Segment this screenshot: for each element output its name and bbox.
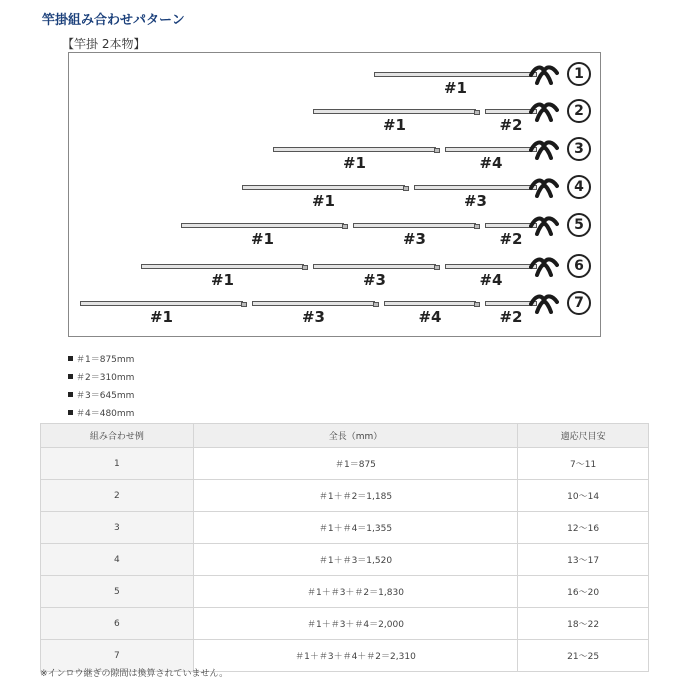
bullet-icon <box>68 374 73 379</box>
rod-segment <box>242 185 405 190</box>
header-scale: 適応尺目安 <box>518 424 649 448</box>
cell-combination: 5 <box>41 576 194 608</box>
cell-total-length: ＃1＝875 <box>193 448 517 480</box>
spec-text: ＃4＝480mm <box>76 409 135 419</box>
footnote: ※インロウ継ぎの隙間は換算されていません。 <box>40 669 229 679</box>
rod-holder-icon <box>529 100 559 126</box>
cell-combination: 2 <box>41 480 194 512</box>
combination-table <box>40 423 649 672</box>
cell-scale: 12〜16 <box>518 512 649 544</box>
cell-scale: 13〜17 <box>518 544 649 576</box>
segment-label: #4 <box>479 271 503 289</box>
spec-text: ＃2＝310mm <box>76 373 135 383</box>
bullet-icon <box>68 356 73 361</box>
rod-holder-icon <box>529 138 559 164</box>
spec-text: ＃3＝645mm <box>76 391 135 401</box>
pattern-number: 1 <box>567 62 591 86</box>
cell-combination: 3 <box>41 512 194 544</box>
pattern-number: 6 <box>567 254 591 278</box>
cell-scale: 18〜22 <box>518 608 649 640</box>
spec-item <box>68 351 134 369</box>
cell-scale: 10〜14 <box>518 480 649 512</box>
rod-holder-icon <box>529 214 559 240</box>
rod-holder-icon <box>529 255 559 281</box>
segment-label: #2 <box>499 230 523 248</box>
rod-segment <box>374 72 537 77</box>
segment-label: #1 <box>342 154 367 172</box>
pattern-number: 3 <box>567 137 591 161</box>
table-row <box>41 512 649 544</box>
segment-label: #1 <box>382 116 407 134</box>
rod-holder-icon <box>529 176 559 202</box>
spec-item <box>68 387 134 405</box>
pattern-number: 7 <box>567 291 591 315</box>
segment-label: #2 <box>499 308 523 326</box>
spec-item <box>68 405 134 423</box>
page-title: 竿掛組み合わせパターン <box>42 13 185 28</box>
segment-length-list <box>68 351 134 423</box>
table-row <box>41 448 649 480</box>
rod-segment <box>313 264 436 269</box>
spec-text: ＃1＝875mm <box>76 355 135 365</box>
segment-label: #3 <box>301 308 326 326</box>
cell-scale: 7〜11 <box>518 448 649 480</box>
segment-label: #4 <box>418 308 442 326</box>
table-row <box>41 608 649 640</box>
cell-combination: 7 <box>41 640 194 672</box>
bullet-icon <box>68 410 73 415</box>
cell-total-length: ＃1＋＃3＝1,520 <box>193 544 517 576</box>
segment-label: #1 <box>311 192 336 210</box>
pattern-number: 4 <box>567 175 591 199</box>
header-combination: 組み合わせ例 <box>41 424 194 448</box>
cell-total-length: ＃1＋＃3＋＃4＋＃2＝2,310 <box>193 640 517 672</box>
table-header-row <box>41 424 649 448</box>
segment-label: #2 <box>499 116 523 134</box>
section-subtitle: 【竿掛 2本物】 <box>62 37 146 51</box>
pattern-number: 5 <box>567 213 591 237</box>
cell-scale: 16〜20 <box>518 576 649 608</box>
rod-segment <box>252 301 375 306</box>
segment-label: #3 <box>362 271 387 289</box>
rod-segment <box>313 109 476 114</box>
table-row <box>41 544 649 576</box>
combination-diagram <box>68 52 601 337</box>
segment-label: #1 <box>149 308 174 326</box>
pattern-number: 2 <box>567 99 591 123</box>
segment-label: #1 <box>210 271 235 289</box>
rod-segment <box>384 301 476 306</box>
bullet-icon <box>68 392 73 397</box>
segment-label: #4 <box>479 154 503 172</box>
rod-holder-icon <box>529 63 559 89</box>
segment-label: #3 <box>402 230 427 248</box>
cell-total-length: ＃1＋＃3＋＃2＝1,830 <box>193 576 517 608</box>
cell-combination: 1 <box>41 448 194 480</box>
header-total-length: 全長（mm） <box>193 424 517 448</box>
cell-scale: 21〜25 <box>518 640 649 672</box>
table-row <box>41 576 649 608</box>
cell-total-length: ＃1＋＃2＝1,185 <box>193 480 517 512</box>
rod-segment <box>141 264 304 269</box>
cell-total-length: ＃1＋＃4＝1,355 <box>193 512 517 544</box>
cell-combination: 6 <box>41 608 194 640</box>
cell-total-length: ＃1＋＃3＋＃4＝2,000 <box>193 608 517 640</box>
rod-segment <box>445 264 537 269</box>
rod-segment <box>273 147 436 152</box>
rod-segment <box>414 185 537 190</box>
segment-label: #1 <box>443 79 468 97</box>
rod-holder-icon <box>529 292 559 318</box>
rod-segment <box>181 223 344 228</box>
rod-segment <box>353 223 476 228</box>
cell-combination: 4 <box>41 544 194 576</box>
table-row <box>41 480 649 512</box>
rod-segment <box>445 147 537 152</box>
spec-item <box>68 369 134 387</box>
segment-label: #3 <box>463 192 488 210</box>
rod-segment <box>80 301 243 306</box>
segment-label: #1 <box>250 230 275 248</box>
